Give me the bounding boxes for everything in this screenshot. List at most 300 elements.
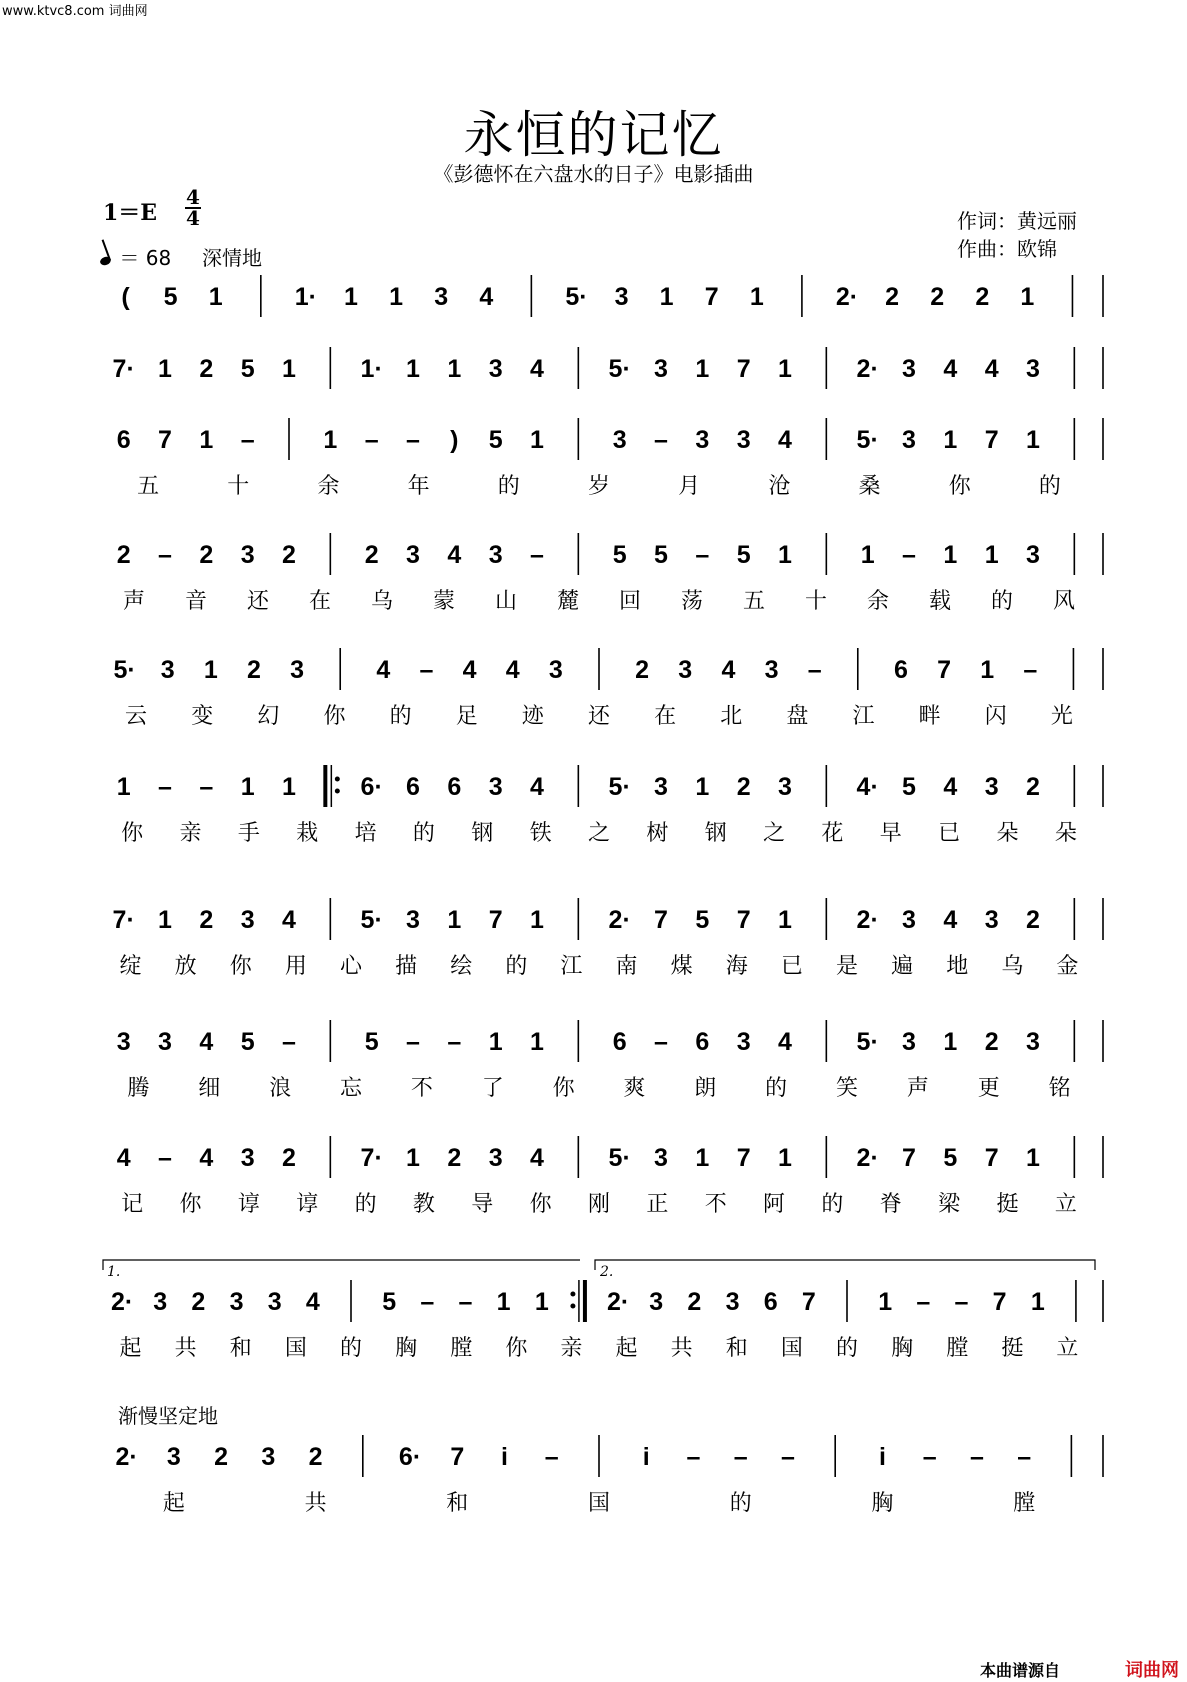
note: 1 <box>282 773 296 801</box>
volta-2-label: 2. <box>600 1264 614 1280</box>
note: 1 <box>530 426 544 454</box>
note: – <box>686 1443 701 1471</box>
lyric-char: 五 <box>742 589 766 614</box>
note: 1 <box>943 1028 958 1056</box>
rit-marking: 渐慢坚定地 <box>118 1404 218 1428</box>
lyric-char: 用 <box>284 954 307 979</box>
note: 3 <box>1026 1028 1040 1056</box>
note: 2 <box>191 1288 206 1316</box>
lyric-char: 你 <box>529 1192 552 1217</box>
note: 1 <box>344 283 358 311</box>
note: 2 <box>116 541 131 569</box>
note: 3 <box>654 355 668 383</box>
note: 5· <box>608 355 631 383</box>
composer-credit: 作曲：欧锦 <box>957 237 1057 261</box>
lyric-char: 余 <box>317 474 340 499</box>
note: 2 <box>687 1288 702 1316</box>
note: 2· <box>856 906 879 934</box>
note: 1 <box>943 426 958 454</box>
note: 2· <box>606 1288 630 1316</box>
note: 3 <box>736 426 751 454</box>
note: 1 <box>778 1144 792 1172</box>
note: ( <box>121 283 130 311</box>
note: – <box>420 1288 435 1316</box>
note: 3 <box>736 1028 751 1056</box>
footer-source: 本曲谱源自 <box>980 1661 1061 1680</box>
note: – <box>544 1443 559 1471</box>
lyric-char: 的 <box>729 1491 752 1516</box>
note: 4 <box>447 541 462 569</box>
repeat-dot <box>335 789 340 794</box>
lyric-char: 细 <box>198 1076 221 1101</box>
note: 1 <box>1030 1288 1045 1316</box>
note: 2· <box>856 355 879 383</box>
note: 3 <box>654 1144 668 1172</box>
note: 3 <box>649 1288 664 1316</box>
note: 3 <box>116 1028 131 1056</box>
note: 6 <box>695 1028 710 1056</box>
note: – <box>199 773 214 801</box>
note: i <box>501 1443 509 1471</box>
lyric-char: 风 <box>1052 589 1076 614</box>
lyric-char: 江 <box>560 954 583 979</box>
note: 3 <box>434 283 449 311</box>
lyric-char: 膛 <box>946 1336 969 1361</box>
lyric-char: 脊 <box>879 1192 902 1217</box>
lyric-char: 的 <box>354 1192 377 1217</box>
lyric-char: 记 <box>121 1192 144 1217</box>
lyric-char: 放 <box>174 954 197 979</box>
note: 7 <box>450 1443 465 1471</box>
note: 1 <box>208 283 223 311</box>
note: 6 <box>612 1028 627 1056</box>
lyric-char: 腾 <box>127 1076 150 1101</box>
note: 6 <box>763 1288 778 1316</box>
note: 1 <box>158 906 172 934</box>
note: 5· <box>856 1028 879 1056</box>
note: 3 <box>984 906 999 934</box>
note: 5· <box>608 773 631 801</box>
lyric-char: 的 <box>497 474 520 499</box>
lyric-char: 国 <box>284 1336 307 1361</box>
note: 1 <box>695 773 710 801</box>
note: 1 <box>984 541 999 569</box>
note: 2 <box>199 541 214 569</box>
lyric-char: 北 <box>720 704 743 729</box>
note: – <box>240 426 255 454</box>
note: 4 <box>530 1144 544 1172</box>
note: 6 <box>116 426 131 454</box>
lyric-char: 乌 <box>1001 954 1024 979</box>
lyric-char: 国 <box>587 1491 611 1516</box>
note: 1 <box>943 541 958 569</box>
note: 1 <box>659 283 674 311</box>
note: 3 <box>1026 541 1040 569</box>
note: 2· <box>835 283 859 311</box>
note: – <box>158 1144 172 1172</box>
note: 4 <box>778 426 792 454</box>
lyric-char: 忘 <box>339 1076 363 1101</box>
lyric-char: 月 <box>678 474 701 499</box>
note: 4 <box>199 1144 214 1172</box>
note: – <box>807 656 822 684</box>
note: 5 <box>163 283 178 311</box>
lyric-char: 亲 <box>560 1336 583 1361</box>
note: 3 <box>778 773 792 801</box>
lyric-char: 金 <box>1056 954 1079 979</box>
lyric-char: 不 <box>410 1076 433 1101</box>
note: 5 <box>364 1028 379 1056</box>
lyric-char: 心 <box>339 954 363 979</box>
note: 2 <box>282 1144 296 1172</box>
note: – <box>419 656 434 684</box>
note: 4 <box>530 355 544 383</box>
note: 3 <box>240 541 255 569</box>
note: – <box>282 1028 296 1056</box>
note: 2 <box>308 1443 323 1471</box>
note: 5 <box>382 1288 397 1316</box>
note: 1 <box>158 355 172 383</box>
note: 6 <box>406 773 420 801</box>
note: 3 <box>902 426 916 454</box>
footer-logo: 词曲网 <box>1125 1660 1179 1681</box>
note: – <box>530 541 544 569</box>
note: 5 <box>695 906 710 934</box>
lyric-char: 南 <box>615 954 638 979</box>
note: 3 <box>654 773 668 801</box>
note: 7 <box>984 426 999 454</box>
note: 1 <box>406 1144 420 1172</box>
note: 6 <box>893 656 908 684</box>
note: 2· <box>856 1144 879 1172</box>
note: 1 <box>695 1144 710 1172</box>
lyric-char: 的 <box>765 1076 788 1101</box>
time-signature-top: 4 <box>186 185 200 209</box>
note: 1· <box>294 283 318 311</box>
note: – <box>458 1288 473 1316</box>
note: 1 <box>406 355 420 383</box>
lyric-char: 在 <box>654 704 677 729</box>
repeat-dot <box>570 1292 575 1297</box>
lyric-char: 你 <box>229 954 252 979</box>
note: – <box>364 426 379 454</box>
lyric-char: 之 <box>763 821 786 846</box>
note: 4 <box>116 1144 131 1172</box>
note: i <box>642 1443 650 1471</box>
song-subtitle: 《彭德怀在六盘水的日子》电影插曲 <box>433 162 754 186</box>
note: 2 <box>447 1144 462 1172</box>
note: 5 <box>654 541 668 569</box>
note: 2 <box>247 656 261 684</box>
note: 2 <box>199 906 214 934</box>
note: 2 <box>984 1028 999 1056</box>
note: 5· <box>856 426 879 454</box>
lyric-char: 荡 <box>680 589 704 614</box>
note: 1 <box>778 541 792 569</box>
lyric-char: 和 <box>725 1336 748 1361</box>
note: ) <box>450 426 459 454</box>
lyric-char: 起 <box>615 1336 638 1361</box>
lyric-char: 十 <box>227 474 250 499</box>
note: 5 <box>488 426 503 454</box>
lyric-char: 铭 <box>1048 1076 1071 1101</box>
expression-marking: 深情地 <box>202 246 262 270</box>
lyric-char: 你 <box>121 821 144 846</box>
note: 7 <box>704 283 719 311</box>
note: 1 <box>695 355 710 383</box>
note: 3 <box>488 541 503 569</box>
note: 6 <box>447 773 462 801</box>
lyric-char: 谆 <box>296 1192 319 1217</box>
note: 3 <box>488 355 503 383</box>
note: 2 <box>736 773 751 801</box>
lyric-char: 国 <box>780 1336 803 1361</box>
lyric-char: 十 <box>804 589 828 614</box>
note: 4 <box>505 656 520 684</box>
note: 3 <box>166 1443 181 1471</box>
lyric-char: 江 <box>852 704 875 729</box>
note: 2 <box>199 355 214 383</box>
tempo-value: ＝ 68 <box>119 246 172 270</box>
lyric-char: 钢 <box>704 821 727 846</box>
note: 7 <box>736 906 751 934</box>
repeat-dot <box>570 1304 575 1309</box>
lyricist-credit: 作词：黄远丽 <box>957 209 1077 233</box>
note: 7 <box>937 656 951 684</box>
note: 5· <box>360 906 383 934</box>
lyric-char: 绽 <box>119 954 142 979</box>
note: 2 <box>364 541 379 569</box>
note: 3 <box>158 1028 172 1056</box>
note: – <box>922 1443 937 1471</box>
note: 3 <box>725 1288 740 1316</box>
lyric-char: 的 <box>990 589 1014 614</box>
note: 1 <box>1026 426 1040 454</box>
lyric-char: 描 <box>395 954 418 979</box>
lyric-char: 还 <box>246 589 270 614</box>
note: 2 <box>885 283 900 311</box>
lyric-char: 共 <box>174 1336 197 1361</box>
note: 1 <box>323 426 338 454</box>
lyric-char: 的 <box>1038 474 1061 499</box>
lyric-char: 的 <box>505 954 528 979</box>
note: – <box>406 426 420 454</box>
lyric-char: 挺 <box>1001 1336 1024 1361</box>
note: 1 <box>530 906 544 934</box>
lyric-char: 胸 <box>871 1491 894 1516</box>
note: 5 <box>902 773 916 801</box>
lyric-char: 爽 <box>623 1076 646 1101</box>
note: 7· <box>360 1144 383 1172</box>
lyric-char: 岁 <box>587 474 611 499</box>
lyric-char: 迹 <box>521 704 544 729</box>
lyric-char: 声 <box>122 589 146 614</box>
lyric-char: 朵 <box>996 821 1019 846</box>
lyric-char: 朗 <box>694 1076 717 1101</box>
note: 3 <box>764 656 779 684</box>
lyric-char: 乌 <box>370 589 394 614</box>
note: 3 <box>902 1028 916 1056</box>
note: 3 <box>678 656 693 684</box>
note: 1 <box>447 906 462 934</box>
note: – <box>695 541 710 569</box>
lyric-char: 载 <box>928 589 952 614</box>
lyric-char: 地 <box>946 954 969 979</box>
lyric-char: 膛 <box>450 1336 473 1361</box>
lyric-char: 栽 <box>296 821 319 846</box>
lyric-char: 幻 <box>257 704 280 729</box>
time-signature-bottom: 4 <box>186 206 200 230</box>
lyric-char: 你 <box>179 1192 202 1217</box>
lyric-char: 你 <box>505 1336 528 1361</box>
lyric-char: 早 <box>879 821 902 846</box>
note: 4 <box>530 773 544 801</box>
note: 1 <box>749 283 764 311</box>
lyric-char: 绘 <box>450 954 473 979</box>
lyric-char: 麓 <box>556 589 580 614</box>
note: 7· <box>112 906 135 934</box>
note: 3 <box>984 773 999 801</box>
note: 3 <box>488 1144 503 1172</box>
song-title: 永恒的记忆 <box>463 106 724 164</box>
lyric-char: 起 <box>162 1491 185 1516</box>
lyric-char: 胸 <box>891 1336 914 1361</box>
lyric-char: 培 <box>354 821 377 846</box>
lyric-char: 梁 <box>938 1192 961 1217</box>
lyric-char: 刚 <box>587 1192 611 1217</box>
lyric-char: 云 <box>125 704 148 729</box>
note: – <box>1023 656 1038 684</box>
note: 2· <box>115 1443 138 1471</box>
note: – <box>916 1288 931 1316</box>
note: 3 <box>548 656 563 684</box>
note: 2 <box>635 656 650 684</box>
note: 4 <box>943 355 958 383</box>
note: 1 <box>778 906 792 934</box>
note: – <box>1017 1443 1032 1471</box>
note: 1 <box>980 656 995 684</box>
note: 2· <box>110 1288 134 1316</box>
lyric-char: 在 <box>308 589 332 614</box>
lyric-char: 沧 <box>768 474 791 499</box>
lyric-char: 的 <box>339 1336 363 1361</box>
note: 2 <box>930 283 945 311</box>
note: 1 <box>488 1028 503 1056</box>
note: 3 <box>240 906 255 934</box>
lyric-char: 余 <box>866 589 890 614</box>
note: 4 <box>984 355 999 383</box>
note: 6· <box>360 773 383 801</box>
lyric-char: 山 <box>494 589 518 614</box>
lyric-char: 之 <box>587 821 611 846</box>
note: – <box>654 1028 668 1056</box>
note: 3 <box>240 1144 255 1172</box>
note: 7 <box>736 355 751 383</box>
lyric-char: 已 <box>938 821 961 846</box>
lyric-char: 闪 <box>984 704 1007 729</box>
note: 3 <box>267 1288 282 1316</box>
lyric-char: 年 <box>407 474 430 499</box>
lyric-char: 的 <box>821 1192 844 1217</box>
note: 4 <box>943 773 958 801</box>
lyric-char: 更 <box>977 1076 1000 1101</box>
lyric-char: 桑 <box>858 474 881 499</box>
lyric-char: 钢 <box>471 821 494 846</box>
note: 4 <box>721 656 736 684</box>
note: 5 <box>612 541 627 569</box>
note: 3 <box>153 1288 168 1316</box>
note: 4 <box>199 1028 214 1056</box>
lyric-char: 已 <box>780 954 803 979</box>
note: 1 <box>447 355 462 383</box>
note: 1 <box>282 355 296 383</box>
lyric-char: 挺 <box>996 1192 1019 1217</box>
note: – <box>158 541 172 569</box>
note: – <box>954 1288 969 1316</box>
note: – <box>733 1443 748 1471</box>
note: 5· <box>608 1144 631 1172</box>
note: 2 <box>1026 906 1040 934</box>
note: 1· <box>360 355 383 383</box>
note: 5 <box>240 1028 255 1056</box>
lyric-char: 你 <box>323 704 346 729</box>
note: 1 <box>530 1028 544 1056</box>
note: 6· <box>398 1443 422 1471</box>
note: i <box>878 1443 886 1471</box>
note: – <box>447 1028 462 1056</box>
note: 3 <box>229 1288 244 1316</box>
lyric-char: 是 <box>835 954 859 979</box>
lyric-char: 的 <box>412 821 435 846</box>
note: 4 <box>462 656 477 684</box>
note: 1 <box>878 1288 893 1316</box>
lyric-char: 五 <box>137 474 160 499</box>
note: 7 <box>488 906 503 934</box>
note: 3 <box>406 541 420 569</box>
note: 7 <box>736 1144 751 1172</box>
lyric-char: 的 <box>389 704 412 729</box>
lyric-char: 和 <box>446 1491 469 1516</box>
note: 1 <box>199 426 214 454</box>
lyric-char: 铁 <box>529 821 552 846</box>
note: 7 <box>984 1144 999 1172</box>
lyric-char: 回 <box>618 589 642 614</box>
note: 4 <box>376 656 391 684</box>
note: 7 <box>158 426 172 454</box>
lyric-char: 的 <box>835 1336 859 1361</box>
note: 3 <box>614 283 629 311</box>
note: 5· <box>565 283 588 311</box>
lyric-char: 树 <box>646 821 669 846</box>
note: – <box>902 541 916 569</box>
note: 7 <box>902 1144 916 1172</box>
lyric-char: 谆 <box>237 1192 260 1217</box>
note: 2 <box>282 541 296 569</box>
lyric-char: 音 <box>184 589 208 614</box>
lyric-char: 立 <box>1056 1336 1079 1361</box>
lyric-char: 阿 <box>763 1192 786 1217</box>
lyric-char: 声 <box>906 1076 929 1101</box>
note: 2 <box>975 283 990 311</box>
note: 7 <box>654 906 668 934</box>
note: 3 <box>290 656 305 684</box>
key-signature: 1＝E <box>103 200 158 226</box>
site-watermark: www.ktvc8.com 词曲网 <box>2 4 148 19</box>
lyric-char: 笑 <box>835 1076 859 1101</box>
note: 5 <box>736 541 751 569</box>
note: 1 <box>240 773 255 801</box>
lyric-char: 膛 <box>1013 1491 1036 1516</box>
